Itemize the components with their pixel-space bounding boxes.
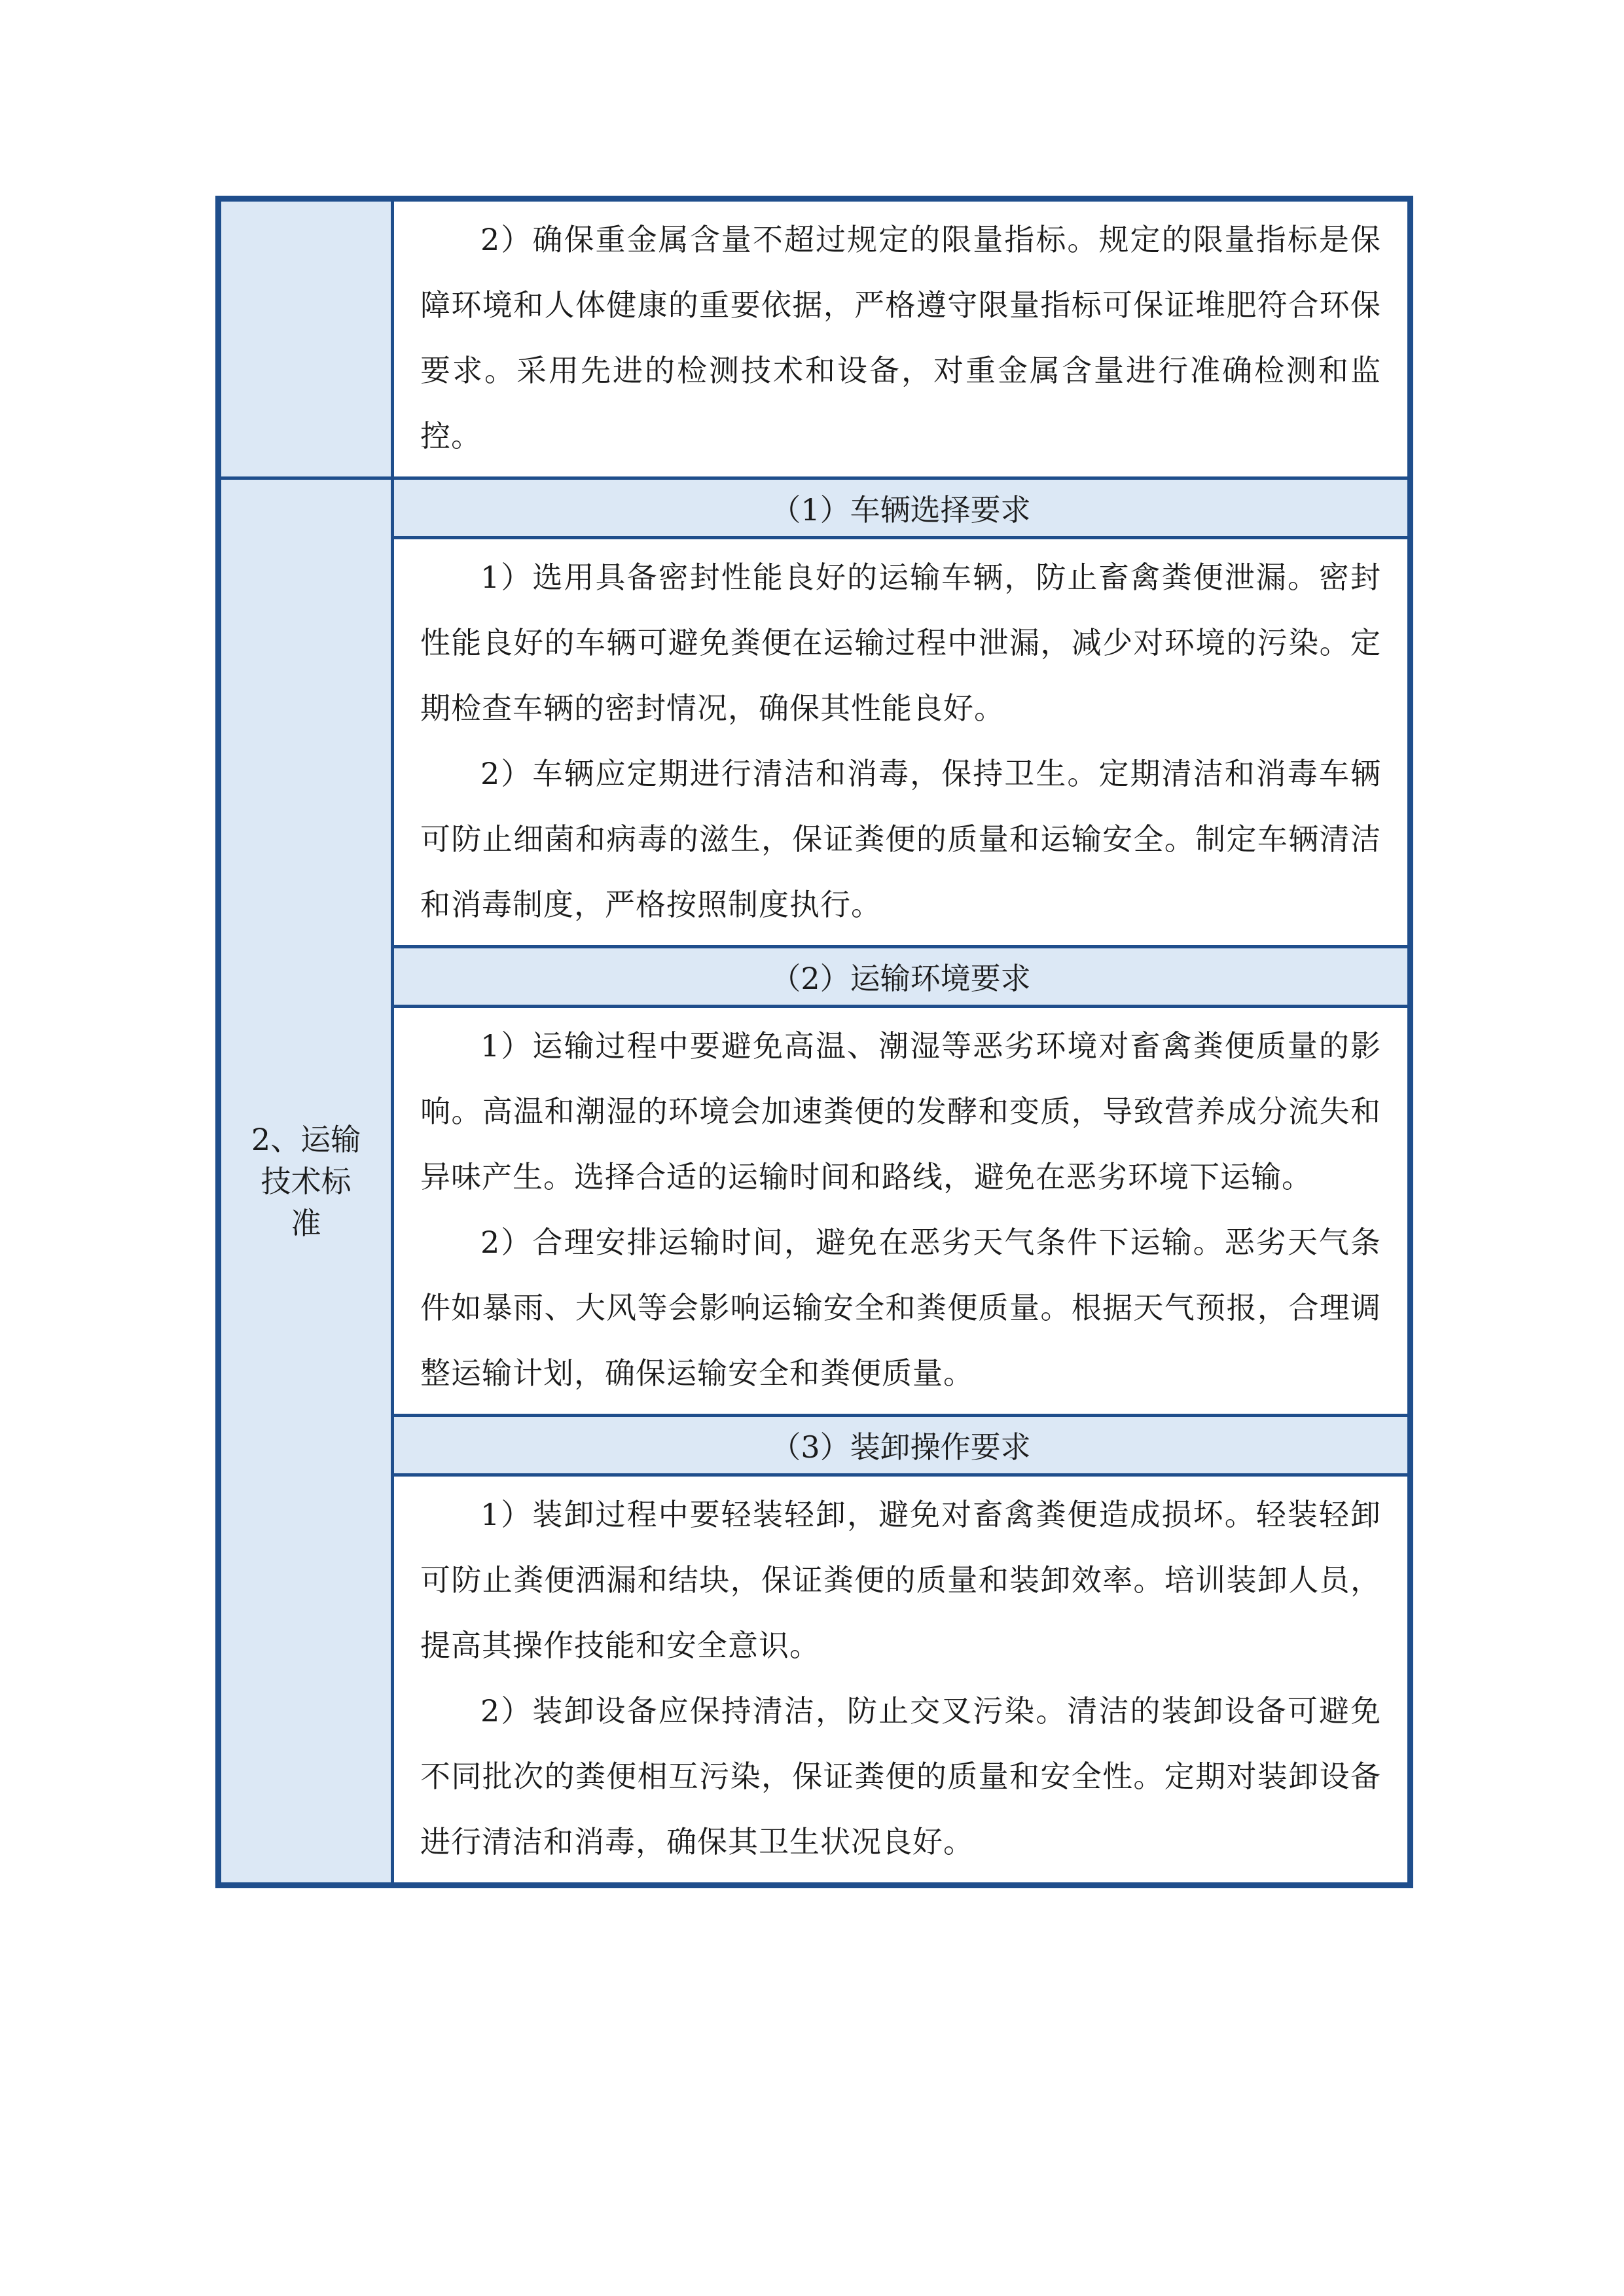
subsection-heading: （1）车辆选择要求 [393, 478, 1411, 538]
paragraph: 2）车辆应定期进行清洁和消毒，保持卫生。定期清洁和消毒车辆可防止细菌和病毒的滋生，保证粪便的质量和运输安全。制定车辆清洁和消毒制度，严格按照制度执行。 [420, 756, 1381, 922]
subsection-heading-row [219, 478, 1411, 538]
standards-table [215, 196, 1413, 1888]
paragraph: 2）装卸设备应保持清洁，防止交叉污染。清洁的装卸设备可避免不同批次的粪便相互污染，保证粪便的质量和安全性。定期对装卸设备进行清洁和消毒，确保其卫生状况良好。 [420, 1693, 1381, 1859]
paragraph: 1）选用具备密封性能良好的运输车辆，防止畜禽粪便泄漏。密封性能良好的车辆可避免粪便在运输过程中泄漏，减少对环境的污染。定期检查车辆的密封情况，确保其性能良好。 [420, 560, 1381, 726]
subsection-heading-row [219, 947, 1411, 1007]
subsection-heading: （3）装卸操作要求 [393, 1416, 1411, 1475]
subsection-content-row [219, 538, 1411, 947]
paragraph: 1）装卸过程中要轻装轻卸，避免对畜禽粪便造成损坏。轻装轻卸可防止粪便洒漏和结块，保证粪便的质量和装卸效率。培训装卸人员，提高其操作技能和安全意识。 [420, 1497, 1381, 1663]
paragraph: 2）确保重金属含量不超过规定的限量指标。规定的限量指标是保障环境和人体健康的重要依据，严格遵守限量指标可保证堆肥符合环保要求。采用先进的检测技术和设备，对重金属含量进行准确检测和监控。 [420, 222, 1381, 454]
content-cell [393, 1007, 1411, 1416]
subsection-content-row [219, 1007, 1411, 1416]
subsection-heading: （2）运输环境要求 [393, 947, 1411, 1007]
paragraph: 1）运输过程中要避免高温、潮湿等恶劣环境对畜禽粪便质量的影响。高温和潮湿的环境会加速粪便的发酵和变质，导致营养成分流失和异味产生。选择合适的运输时间和路线，避免在恶劣环境下运输。 [420, 1028, 1381, 1194]
section-label: 2、运输技术标准 [251, 1121, 361, 1241]
paragraph: 2）合理安排运输时间，避免在恶劣天气条件下运输。恶劣天气条件如暴雨、大风等会影响运输安全和粪便质量。根据天气预报，合理调整运输计划，确保运输安全和粪便质量。 [420, 1225, 1381, 1391]
subsection-content-row [219, 1475, 1411, 1886]
subsection-heading-row [219, 1416, 1411, 1475]
content-cell [393, 538, 1411, 947]
content-cell [393, 1475, 1411, 1886]
content-cell [393, 199, 1411, 478]
section-label-cell [219, 478, 393, 1886]
row-label-cell-empty [219, 199, 393, 478]
table-row-continued [219, 199, 1411, 478]
